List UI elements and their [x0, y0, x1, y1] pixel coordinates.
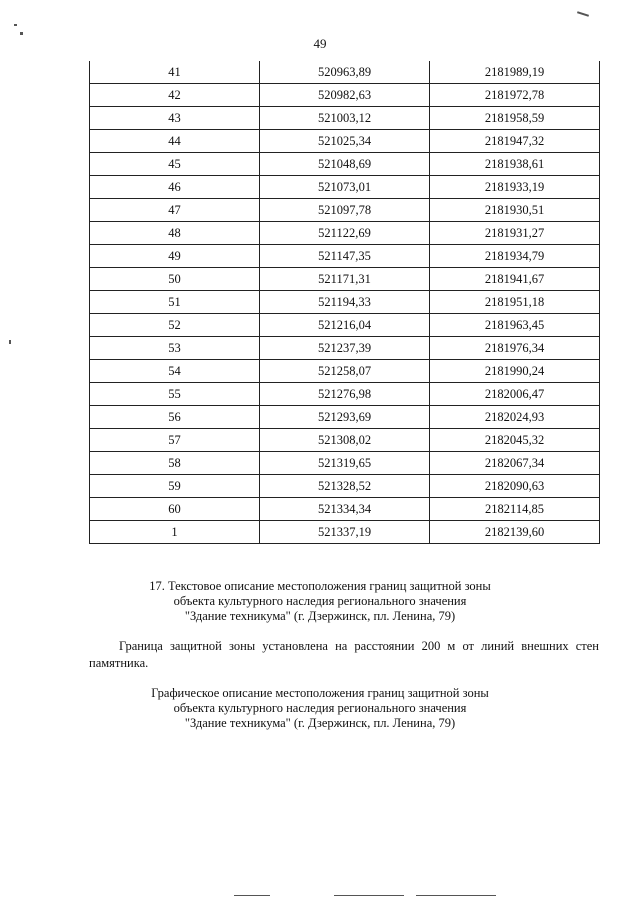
graphic-description-heading: [0, 686, 640, 731]
x-coordinate-cell: 521334,34: [260, 498, 430, 521]
point-number-cell: 56: [90, 406, 260, 429]
x-coordinate-cell: 521194,33: [260, 291, 430, 314]
x-coordinate-cell: 521319,65: [260, 452, 430, 475]
table-row: [90, 268, 600, 291]
heading-line: объекта культурного наследия регионального значения: [173, 594, 467, 608]
table-row: [90, 452, 600, 475]
point-number-cell: 58: [90, 452, 260, 475]
y-coordinate-cell: 2182045,32: [430, 429, 600, 452]
x-coordinate-cell: 521258,07: [260, 360, 430, 383]
point-number-cell: 44: [90, 130, 260, 153]
y-coordinate-cell: 2181989,19: [430, 61, 600, 84]
table-row: [90, 383, 600, 406]
point-number-cell: 47: [90, 199, 260, 222]
scan-mark: [234, 895, 270, 896]
scan-mark: [334, 895, 404, 896]
x-coordinate-cell: 521003,12: [260, 107, 430, 130]
y-coordinate-cell: 2182114,85: [430, 498, 600, 521]
heading-line: 17. Текстовое описание местоположения границ защитной зоны: [149, 579, 491, 593]
scan-mark: [416, 895, 496, 896]
x-coordinate-cell: 521097,78: [260, 199, 430, 222]
y-coordinate-cell: 2182139,60: [430, 521, 600, 544]
x-coordinate-cell: 521073,01: [260, 176, 430, 199]
table-row: [90, 130, 600, 153]
point-number-cell: 45: [90, 153, 260, 176]
y-coordinate-cell: 2181947,32: [430, 130, 600, 153]
text-description-heading: [0, 579, 640, 624]
point-number-cell: 59: [90, 475, 260, 498]
x-coordinate-cell: 521048,69: [260, 153, 430, 176]
point-number-cell: 51: [90, 291, 260, 314]
point-number-cell: 52: [90, 314, 260, 337]
point-number-cell: 43: [90, 107, 260, 130]
x-coordinate-cell: 520982,63: [260, 84, 430, 107]
table-row: [90, 199, 600, 222]
point-number-cell: 1: [90, 521, 260, 544]
table-row: [90, 521, 600, 544]
y-coordinate-cell: 2181933,19: [430, 176, 600, 199]
x-coordinate-cell: 520963,89: [260, 61, 430, 84]
table-row: [90, 314, 600, 337]
x-coordinate-cell: 521308,02: [260, 429, 430, 452]
y-coordinate-cell: 2182024,93: [430, 406, 600, 429]
heading-line: "Здание техникума" (г. Дзержинск, пл. Ленина, 79): [184, 609, 456, 623]
table-row: [90, 429, 600, 452]
y-coordinate-cell: 2181990,24: [430, 360, 600, 383]
point-number-cell: 55: [90, 383, 260, 406]
point-number-cell: 42: [90, 84, 260, 107]
boundary-paragraph: Граница защитной зоны установлена на расстоянии 200 м от линий внешних стен памятника.: [89, 639, 599, 670]
x-coordinate-cell: 521025,34: [260, 130, 430, 153]
point-number-cell: 49: [90, 245, 260, 268]
page-number: 49: [313, 36, 327, 51]
scan-mark: [14, 24, 17, 26]
x-coordinate-cell: 521337,19: [260, 521, 430, 544]
table-row: [90, 498, 600, 521]
x-coordinate-cell: 521293,69: [260, 406, 430, 429]
point-number-cell: 41: [90, 61, 260, 84]
x-coordinate-cell: 521171,31: [260, 268, 430, 291]
heading-line: объекта культурного наследия регионального значения: [173, 701, 467, 715]
y-coordinate-cell: 2181930,51: [430, 199, 600, 222]
y-coordinate-cell: 2182090,63: [430, 475, 600, 498]
table-row: [90, 84, 600, 107]
table-row: [90, 475, 600, 498]
y-coordinate-cell: 2182067,34: [430, 452, 600, 475]
coordinates-table-body: [90, 61, 600, 544]
y-coordinate-cell: 2181976,34: [430, 337, 600, 360]
y-coordinate-cell: 2181963,45: [430, 314, 600, 337]
table-row: [90, 360, 600, 383]
table-row: [90, 107, 600, 130]
x-coordinate-cell: 521147,35: [260, 245, 430, 268]
point-number-cell: 48: [90, 222, 260, 245]
heading-line: "Здание техникума" (г. Дзержинск, пл. Ленина, 79): [184, 716, 456, 730]
x-coordinate-cell: 521216,04: [260, 314, 430, 337]
table-row: [90, 337, 600, 360]
x-coordinate-cell: 521237,39: [260, 337, 430, 360]
y-coordinate-cell: 2182006,47: [430, 383, 600, 406]
y-coordinate-cell: 2181931,27: [430, 222, 600, 245]
x-coordinate-cell: 521122,69: [260, 222, 430, 245]
scan-mark: [9, 340, 11, 344]
y-coordinate-cell: 2181951,18: [430, 291, 600, 314]
y-coordinate-cell: 2181941,67: [430, 268, 600, 291]
coordinates-table: [89, 61, 600, 544]
table-row: [90, 61, 600, 84]
point-number-cell: 53: [90, 337, 260, 360]
y-coordinate-cell: 2181934,79: [430, 245, 600, 268]
table-row: [90, 406, 600, 429]
point-number-cell: 54: [90, 360, 260, 383]
x-coordinate-cell: 521276,98: [260, 383, 430, 406]
y-coordinate-cell: 2181972,78: [430, 84, 600, 107]
point-number-cell: 60: [90, 498, 260, 521]
table-row: [90, 291, 600, 314]
scan-mark: [20, 32, 23, 35]
point-number-cell: 50: [90, 268, 260, 291]
point-number-cell: 46: [90, 176, 260, 199]
heading-line: Графическое описание местоположения границ защитной зоны: [151, 686, 489, 700]
scan-mark: [577, 11, 589, 17]
table-row: [90, 245, 600, 268]
table-row: [90, 176, 600, 199]
table-row: [90, 153, 600, 176]
table-row: [90, 222, 600, 245]
point-number-cell: 57: [90, 429, 260, 452]
x-coordinate-cell: 521328,52: [260, 475, 430, 498]
y-coordinate-cell: 2181938,61: [430, 153, 600, 176]
y-coordinate-cell: 2181958,59: [430, 107, 600, 130]
